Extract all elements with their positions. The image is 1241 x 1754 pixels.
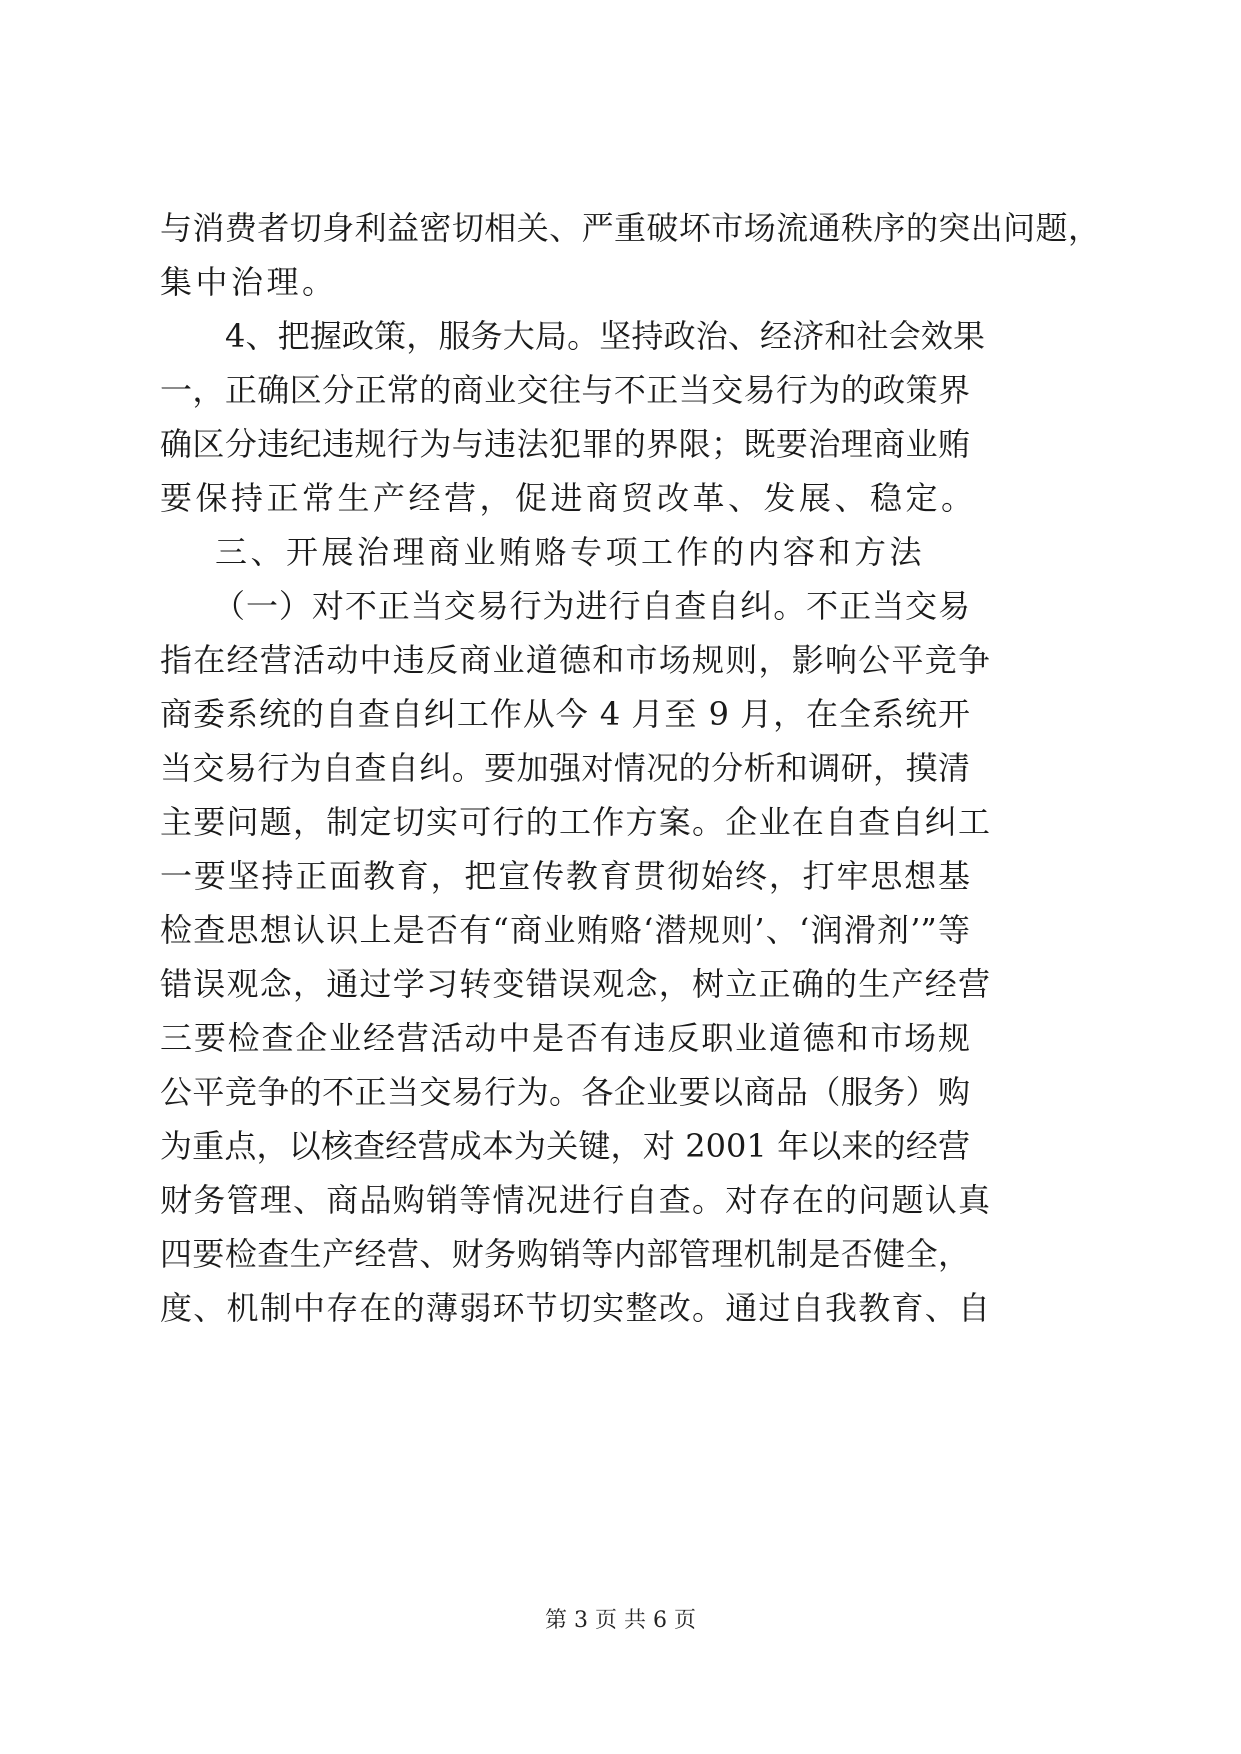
text-line: 当交易行为自查自纠。要加强对情况的分析和调研，摸清 [160, 749, 970, 787]
text-line: 一要坚持正面教育，把宣传教育贯彻始终，打牢思想基 [160, 857, 970, 895]
section-heading: 三、开展治理商业贿赂专项工作的内容和方法 [215, 533, 926, 571]
text-line: 三要检查企业经营活动中是否有违反职业道德和市场规 [160, 1019, 970, 1057]
text-line: 度、机制中存在的薄弱环节切实整改。通过自我教育、自 [160, 1289, 990, 1327]
text-line: 财务管理、商品购销等情况进行自查。对存在的问题认真 [160, 1181, 990, 1219]
text-line: 错误观念，通过学习转变错误观念，树立正确的生产经营 [160, 965, 990, 1003]
text-line: 一，正确区分正常的商业交往与不正当交易行为的政策界 [160, 371, 970, 409]
text-line: 四要检查生产经营、财务购销等内部管理机制是否健全， [160, 1235, 970, 1273]
text-line: 4、把握政策，服务大局。坚持政治、经济和社会效果 [225, 317, 985, 355]
text-line: 商委系统的自查自纠工作从今 4 月至 9 月，在全系统开 [160, 695, 970, 733]
text-line: 要保持正常生产经营，促进商贸改革、发展、稳定。 [160, 479, 977, 517]
text-line: 确区分违纪违规行为与违法犯罪的界限；既要治理商业贿 [160, 425, 970, 463]
text-line: 主要问题，制定切实可行的工作方案。企业在自查自纠工 [160, 803, 990, 841]
text-line: 集中治理。 [160, 263, 338, 301]
text-line: （一）对不正当交易行为进行自查自纠。不正当交易 [213, 587, 970, 625]
text-line: 公平竞争的不正当交易行为。各企业要以商品（服务）购 [160, 1073, 970, 1111]
text-line: 与消费者切身利益密切相关、严重破坏市场流通秩序的突出问题， [160, 209, 1100, 247]
text-line: 检查思想认识上是否有“商业贿赂‘潜规则’、‘润滑剂’”等 [160, 911, 970, 949]
text-line: 指在经营活动中违反商业道德和市场规则，影响公平竞争 [160, 641, 990, 679]
text-line: 为重点，以核查经营成本为关键，对 2001 年以来的经营 [160, 1127, 970, 1165]
page-number-footer: 第 3 页 共 6 页 [545, 1608, 696, 1633]
